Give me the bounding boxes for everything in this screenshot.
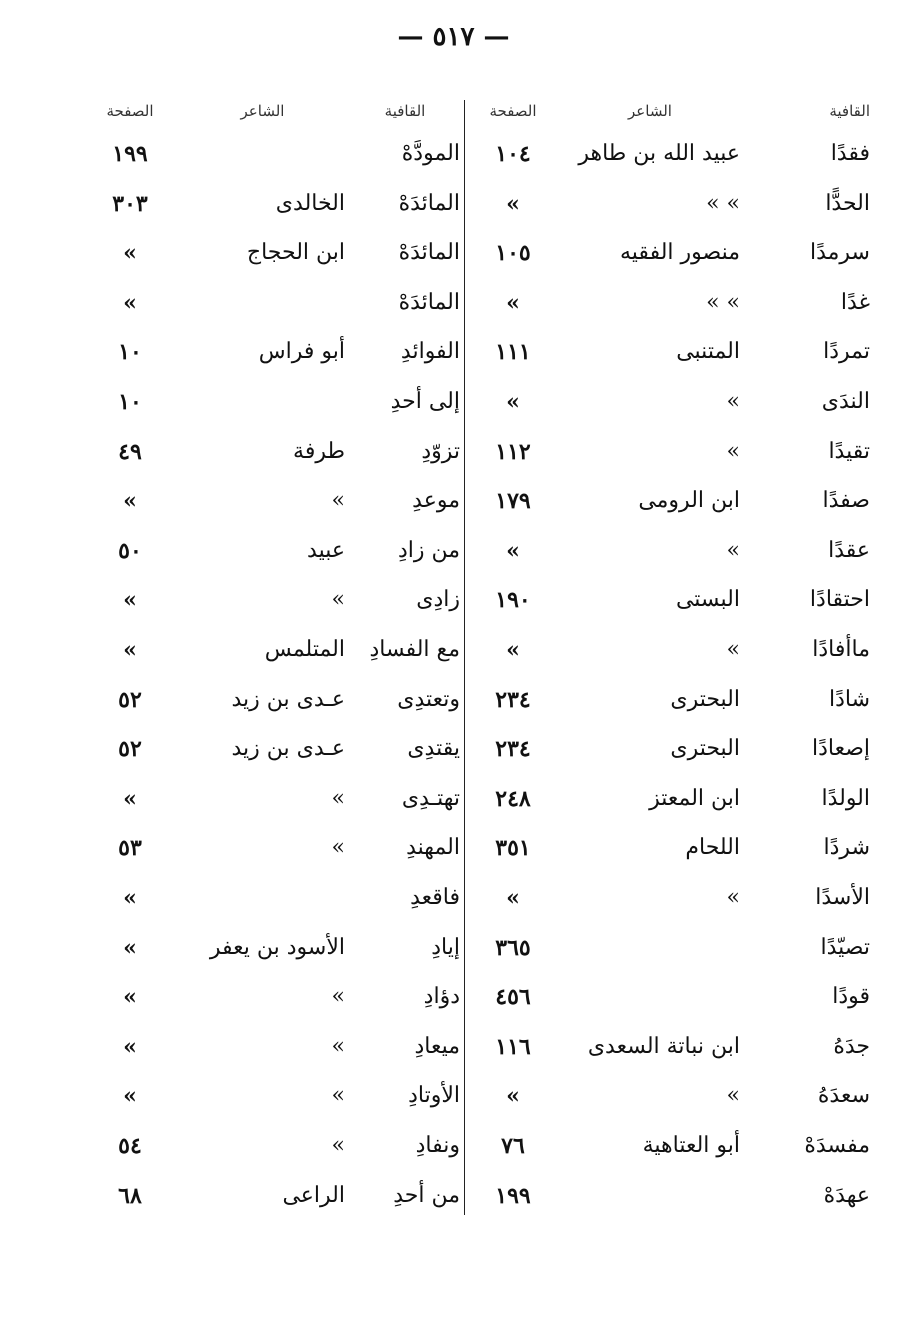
right-rhyme-cell: غدًا	[840, 289, 870, 315]
left-poet-cell: عبيد	[307, 537, 345, 563]
table-row	[0, 779, 907, 819]
right-rhyme-cell: الولدًا	[821, 785, 870, 811]
right-page-cell: ٢٤٨	[495, 785, 531, 812]
table-row	[0, 481, 907, 521]
right-rhyme-cell: شادًا	[828, 686, 870, 712]
table-row	[0, 630, 907, 670]
right-poet-cell: منصور الفقيه	[620, 240, 740, 266]
right-poet-cell: »	[726, 885, 740, 910]
right-poet-cell: »	[726, 637, 740, 662]
left-rhyme-cell: الأوتادِ	[408, 1083, 460, 1109]
right-page-cell: »	[506, 389, 520, 415]
left-rhyme-cell: فاقعدِ	[410, 885, 460, 910]
left-poet-cell: »	[331, 1083, 345, 1109]
right-page-cell: ١٠٥	[495, 240, 531, 267]
right-rhyme-cell: مفسدَهْ	[804, 1133, 870, 1158]
table-row	[0, 432, 907, 472]
left-poet-cell: الخالدى	[275, 190, 345, 216]
right-poet-cell: البستى	[675, 587, 740, 613]
left-rhyme-cell: المائدَهْ	[398, 289, 460, 315]
left-page-cell: ٥٢	[118, 686, 142, 713]
right-rhyme-cell: سعدَهُ	[817, 1083, 870, 1109]
right-poet-cell: البحترى	[670, 736, 740, 762]
left-poet-cell: »	[331, 488, 345, 514]
left-rhyme-cell: الفوائدِ	[400, 339, 460, 365]
left-poet-cell: ابن الحجاج	[246, 240, 345, 266]
right-page-cell: »	[506, 289, 520, 316]
right-poet-cell: ابن الرومى	[638, 488, 740, 514]
left-poet-cell: عـدى بن زيد	[231, 736, 345, 762]
left-rhyme-cell: وتعتدِى	[397, 686, 460, 712]
left-page-cell: ١٠	[118, 389, 142, 415]
left-poet-cell: طرفة	[293, 438, 345, 464]
right-page-cell: »	[506, 1083, 520, 1110]
right-poet-cell: »	[726, 438, 740, 464]
table-row	[0, 680, 907, 720]
left-page-cell: »	[123, 289, 137, 316]
table-row	[0, 729, 907, 769]
right-poet-cell: »	[726, 537, 740, 563]
right-rhyme-cell: الحدًّا	[825, 190, 870, 216]
left-page-cell: »	[123, 785, 137, 812]
header-right-poet: الشاعر	[628, 102, 672, 120]
right-page-cell: ١١٦	[495, 1033, 531, 1060]
left-poet-cell: أبو فراس	[258, 339, 345, 365]
right-rhyme-cell: عهدَهْ	[823, 1182, 870, 1208]
left-poet-cell: »	[331, 835, 345, 861]
right-page-cell: ١١٢	[495, 438, 531, 465]
table-row	[0, 1076, 907, 1116]
left-page-cell: ٥٠	[118, 537, 142, 564]
left-poet-cell: »	[331, 1033, 345, 1059]
left-page-cell: »	[123, 1033, 137, 1060]
right-rhyme-cell: الندَى	[821, 389, 870, 414]
table-row	[0, 1027, 907, 1067]
left-rhyme-cell: المائدَهْ	[398, 240, 460, 266]
left-rhyme-cell: تزوّدِ	[421, 438, 460, 464]
table-row	[0, 1176, 907, 1216]
right-page-cell: »	[506, 190, 520, 217]
left-page-cell: ٥٤	[118, 1133, 142, 1159]
right-page-cell: ١٩٩	[495, 1182, 531, 1209]
left-page-cell: »	[123, 934, 137, 961]
table-row	[0, 828, 907, 868]
left-rhyme-cell: زادِى	[416, 587, 460, 613]
left-page-cell: »	[123, 587, 137, 614]
left-rhyme-cell: موعدِ	[412, 488, 460, 514]
left-page-cell: ٣٠٣	[112, 190, 148, 217]
left-poet-cell: الراعى	[282, 1182, 345, 1208]
right-rhyme-cell: ماأفادًا	[812, 637, 870, 662]
left-rhyme-cell: إلى أحدِ	[390, 389, 460, 414]
left-page-cell: »	[123, 885, 137, 911]
right-page-cell: ١٩٠	[495, 587, 531, 614]
right-page-cell: ١١١	[495, 339, 531, 366]
left-rhyme-cell: المودَّهْ	[401, 141, 460, 166]
right-rhyme-cell: فقدًا	[830, 141, 870, 166]
left-poet-cell: »	[331, 785, 345, 811]
right-rhyme-cell: صفدًا	[822, 488, 870, 514]
right-poet-cell: المتنبى	[676, 339, 740, 365]
left-rhyme-cell: من زادِ	[397, 537, 460, 563]
right-page-cell: ٧٦	[501, 1133, 525, 1159]
right-poet-cell: ابن نباتة السعدى	[587, 1033, 740, 1059]
right-rhyme-cell: إصعادًا	[811, 736, 870, 762]
left-poet-cell: »	[331, 984, 345, 1010]
table-row	[0, 878, 907, 918]
right-poet-cell: أبو العتاهية	[642, 1133, 740, 1158]
left-rhyme-cell: إيادِ	[431, 934, 460, 960]
left-poet-cell: »	[331, 587, 345, 613]
table-row	[0, 580, 907, 620]
right-rhyme-cell: تمردًا	[823, 339, 870, 365]
left-page-cell: »	[123, 488, 137, 515]
left-page-cell: »	[123, 637, 137, 663]
right-poet-cell: »	[726, 1083, 740, 1109]
right-rhyme-cell: احتقادًا	[809, 587, 870, 613]
left-poet-cell: عـدى بن زيد	[231, 686, 345, 712]
right-poet-cell: » »	[706, 190, 740, 216]
table-row	[0, 531, 907, 571]
left-rhyme-cell: ونفادِ	[415, 1133, 460, 1158]
right-page-cell: ٣٥١	[495, 835, 531, 862]
left-rhyme-cell: يقتدِى	[407, 736, 460, 762]
right-page-cell: ٢٣٤	[495, 686, 531, 713]
right-rhyme-cell: تقيدًا	[828, 438, 870, 464]
left-page-cell: »	[123, 984, 137, 1011]
right-rhyme-cell: سرمدًا	[809, 240, 870, 266]
left-page-cell: ٤٩	[118, 438, 142, 465]
left-page-cell: ١٠	[118, 339, 142, 366]
index-table	[0, 96, 907, 1216]
header-left-page: الصفحة	[106, 102, 154, 120]
table-row	[0, 332, 907, 372]
right-page-cell: ٤٥٦	[495, 984, 531, 1011]
right-page-cell: ٢٣٤	[495, 736, 531, 763]
right-poet-cell: عبيد الله بن طاهر	[578, 141, 740, 166]
right-poet-cell: » »	[706, 289, 740, 315]
left-rhyme-cell: المائدَهْ	[398, 190, 460, 216]
table-row	[0, 283, 907, 323]
right-rhyme-cell: تصيّدًا	[820, 934, 870, 960]
table-row	[0, 134, 907, 174]
header-right-rhyme: القافية	[829, 102, 870, 120]
left-poet-cell: الأسود بن يعفر	[209, 934, 345, 960]
left-rhyme-cell: تهتـدِى	[401, 785, 460, 811]
right-page-cell: ٣٦٥	[495, 934, 531, 961]
right-page-cell: ١٧٩	[495, 488, 531, 515]
left-rhyme-cell: دؤادِ	[423, 984, 460, 1010]
right-page-cell: »	[506, 885, 520, 911]
left-page-cell: ٦٨	[118, 1182, 142, 1209]
table-row	[0, 977, 907, 1017]
right-page-cell: »	[506, 637, 520, 663]
table-row	[0, 928, 907, 968]
left-poet-cell: المتلمس	[264, 637, 345, 662]
left-rhyme-cell: ميعادِ	[414, 1033, 460, 1059]
table-row	[0, 184, 907, 224]
header-row	[0, 96, 907, 136]
left-page-cell: »	[123, 1083, 137, 1110]
right-rhyme-cell: شردًا	[823, 835, 870, 861]
right-poet-cell: اللحام	[685, 835, 740, 861]
table-row	[0, 382, 907, 422]
right-poet-cell: البحترى	[670, 686, 740, 712]
left-page-cell: ٥٣	[118, 835, 142, 862]
right-rhyme-cell: الأسدًا	[815, 885, 870, 910]
table-row	[0, 1126, 907, 1166]
left-page-cell: »	[123, 240, 137, 267]
header-left-poet: الشاعر	[240, 102, 285, 120]
right-poet-cell: »	[726, 389, 740, 414]
right-page-cell: ١٠٤	[495, 141, 531, 167]
right-poet-cell: ابن المعتز	[649, 785, 740, 811]
left-page-cell: ٥٢	[118, 736, 142, 763]
left-page-cell: ١٩٩	[112, 141, 148, 167]
left-poet-cell: »	[331, 1133, 345, 1158]
page-number: — ٥١٧ —	[397, 22, 510, 52]
left-rhyme-cell: المهندِ	[406, 835, 460, 861]
right-rhyme-cell: جدَهُ	[833, 1033, 870, 1059]
header-right-page: الصفحة	[489, 102, 537, 120]
right-page-cell: »	[506, 537, 520, 564]
table-row	[0, 233, 907, 273]
header-left-rhyme: القافية	[384, 102, 426, 120]
left-rhyme-cell: من أحدِ	[393, 1182, 460, 1208]
left-rhyme-cell: مع الفسادِ	[369, 637, 460, 662]
right-rhyme-cell: قودًا	[832, 984, 870, 1010]
right-rhyme-cell: عقدًا	[828, 537, 870, 563]
